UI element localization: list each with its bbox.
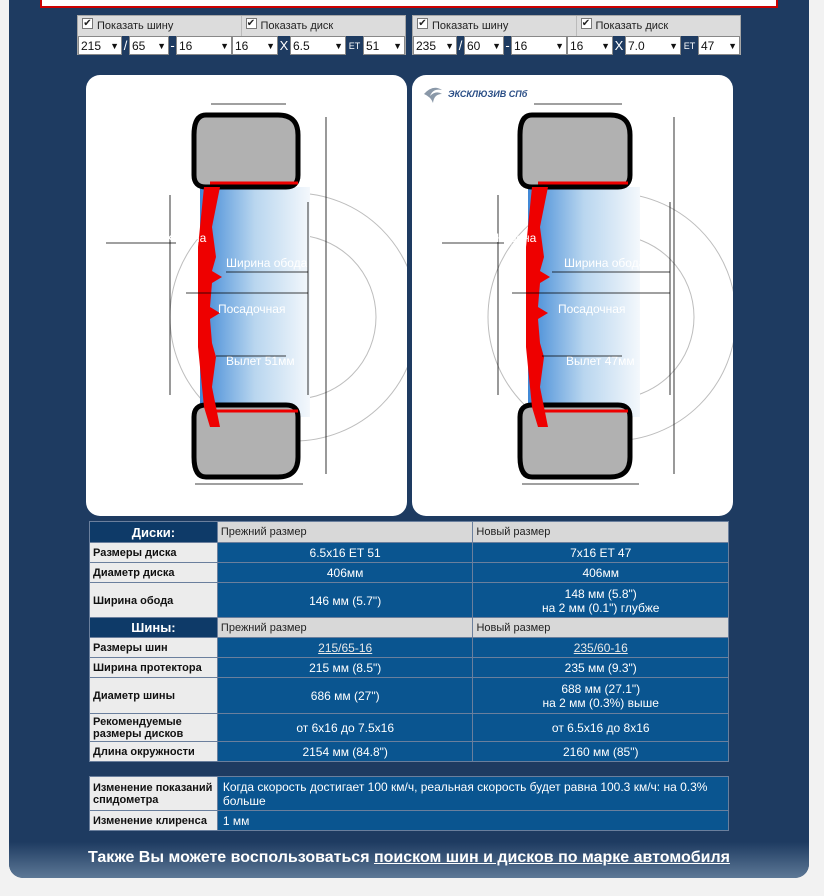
disk-width-value: 7.0 (628, 38, 645, 53)
new-value-cell (473, 583, 729, 619)
col-new-header: Новый размер (473, 522, 729, 543)
company-logo (422, 85, 527, 103)
rim-width-label: Ширина обода (226, 256, 308, 270)
tire-width-value: 235 (416, 38, 437, 53)
offset-label: Вылет 51мм (226, 354, 295, 368)
new-value: 148 мм (5.8") (564, 586, 637, 601)
disk-et-select[interactable] (698, 36, 740, 55)
show-tire-label: Показать шину (432, 20, 509, 32)
row-label: Диаметр шины (90, 678, 218, 714)
disk-diameter-value: 16 (235, 38, 249, 53)
tire-width-select[interactable] (78, 36, 122, 55)
tire-profile-value: 60 (467, 38, 481, 53)
offset-label: Вылет 47мм (566, 354, 635, 368)
search-by-car-link[interactable]: поиском шин и дисков по марке автомобиля (373, 849, 730, 866)
show-disk-label: Показать диск (260, 20, 334, 32)
tire-profile-value: 65 (132, 38, 146, 53)
tires-title: Шины: (90, 618, 218, 638)
footer-banner (9, 842, 809, 878)
checkbox-check-icon: ✔ (581, 17, 591, 29)
speedo-label: Изменение показаний спидометра (90, 777, 218, 811)
show-disk-checkbox[interactable] (577, 16, 741, 36)
new-tire-cell (473, 638, 729, 658)
rim-width-label: Ширина обода (564, 256, 646, 270)
chevron-down-icon: ▼ (555, 40, 564, 51)
row-label: Диаметр диска (90, 563, 218, 583)
new-value: 235 мм (9.3") (473, 658, 729, 678)
main-panel (9, 0, 809, 878)
row-label: Рекомендуемые размеры дисков (90, 714, 218, 742)
old-value: от 6x16 до 7.5x16 (217, 714, 473, 742)
x-separator: X (279, 38, 289, 53)
disk-width-select[interactable] (290, 36, 346, 55)
chevron-down-icon: ▼ (669, 40, 678, 51)
new-value: 7x16 ET 47 (473, 543, 729, 563)
tire-top (194, 115, 298, 187)
chevron-down-icon: ▼ (445, 40, 454, 51)
disk-et-select[interactable] (363, 36, 405, 55)
disk-et-value: 51 (366, 38, 380, 53)
chevron-down-icon: ▼ (728, 40, 737, 51)
new-value: 2160 мм (85") (473, 742, 729, 762)
tire-top (520, 115, 630, 187)
checkbox-check-icon: ✔ (83, 17, 92, 29)
new-value: 688 мм (27.1") (561, 681, 641, 696)
old-value: 406мм (217, 563, 473, 583)
size-controls-old (77, 15, 406, 55)
tire-width-select[interactable] (413, 36, 457, 55)
wheel-drawing-new (412, 75, 733, 516)
tires-table (89, 617, 729, 762)
new-value-note: на 2 мм (0.3%) выше (542, 695, 659, 710)
disk-diameter-select[interactable] (567, 36, 613, 55)
chevron-down-icon: ▼ (601, 40, 610, 51)
tire-profile-select[interactable] (464, 36, 504, 55)
x-separator: X (614, 38, 624, 53)
speedo-value: Когда скорость достигает 100 км/ч, реальная скорость будет равна 100.3 км/ч: на 0.3% больше (217, 777, 728, 811)
row-label: Длина окружности (90, 742, 218, 762)
tire-width-value: 215 (81, 38, 102, 53)
seat-label: Посадочная (558, 302, 626, 316)
old-value: 2154 мм (84.8") (217, 742, 473, 762)
slash-separator: / (123, 38, 128, 53)
footer-text: Также Вы можете воспользоваться (88, 849, 374, 866)
chevron-down-icon: ▼ (266, 40, 275, 51)
col-old-header: Прежний размер (217, 618, 473, 638)
disk-et-value: 47 (701, 38, 715, 53)
new-value: 406мм (473, 563, 729, 583)
tire-diameter-value: 16 (179, 38, 193, 53)
chevron-down-icon: ▼ (393, 40, 402, 51)
tire-diameter-select[interactable] (511, 36, 567, 55)
show-tire-checkbox[interactable] (78, 16, 242, 36)
clearance-value: 1 мм (217, 811, 728, 831)
checkbox-check-icon: ✔ (246, 17, 256, 29)
chevron-down-icon: ▼ (157, 40, 166, 51)
top-red-frame (40, 0, 778, 8)
et-label: ET (683, 40, 696, 51)
disk-diameter-select[interactable] (232, 36, 278, 55)
show-tire-checkbox[interactable] (413, 16, 577, 36)
old-value: 6.5x16 ET 51 (217, 543, 473, 563)
disks-title: Диски: (90, 522, 218, 543)
new-value-note: на 2 мм (0.1") глубже (541, 600, 660, 615)
size-controls-new (412, 15, 741, 55)
slash-separator: / (458, 38, 463, 53)
show-tire-label: Показать шину (97, 20, 174, 32)
col-old-header: Прежний размер (217, 522, 473, 543)
speedometer-table (89, 776, 729, 831)
disk-width-select[interactable] (625, 36, 681, 55)
dash-separator: - (505, 38, 510, 53)
wheel-cross-section (412, 75, 733, 516)
et-label: ET (348, 40, 361, 51)
row-label: Ширина обода (90, 583, 218, 619)
new-value-cell (473, 678, 729, 714)
checkbox-check-icon: ✔ (418, 17, 427, 29)
crown-label: Корона (496, 231, 537, 245)
tire-profile-select[interactable] (129, 36, 169, 55)
show-disk-checkbox[interactable] (242, 16, 406, 36)
old-tire-cell (217, 638, 473, 658)
row-label: Ширина протектора (90, 658, 218, 678)
chevron-down-icon: ▼ (220, 40, 229, 51)
wheel-cross-section (86, 75, 407, 516)
wheel-drawing-old (86, 75, 407, 516)
dash-separator: - (170, 38, 175, 53)
row-label: Размеры шин (90, 638, 218, 658)
logo-text: ЭКСКЛЮЗИВ СПб (448, 89, 528, 99)
seat-label: Посадочная (218, 302, 286, 316)
chevron-down-icon: ▼ (492, 40, 501, 51)
show-disk-label: Показать диск (595, 20, 669, 32)
old-tire-size-link[interactable]: 215/65-16 (318, 640, 373, 655)
disk-width-value: 6.5 (293, 38, 310, 53)
chevron-down-icon: ▼ (110, 40, 119, 51)
new-tire-size-link[interactable]: 235/60-16 (573, 640, 628, 655)
clearance-label: Изменение клиренса (90, 811, 218, 831)
tire-diameter-select[interactable] (176, 36, 232, 55)
crown-label: Корона (166, 231, 207, 245)
disk-diameter-value: 16 (570, 38, 584, 53)
chevron-down-icon: ▼ (334, 40, 343, 51)
old-value: 215 мм (8.5") (217, 658, 473, 678)
old-value: 146 мм (5.7") (217, 583, 473, 619)
old-value: 686 мм (27") (217, 678, 473, 714)
row-label: Размеры диска (90, 543, 218, 563)
logo-swirl-icon (422, 85, 444, 103)
col-new-header: Новый размер (473, 618, 729, 638)
tire-diameter-value: 16 (514, 38, 528, 53)
disks-table (89, 521, 729, 619)
new-value: от 6.5x16 до 8x16 (473, 714, 729, 742)
